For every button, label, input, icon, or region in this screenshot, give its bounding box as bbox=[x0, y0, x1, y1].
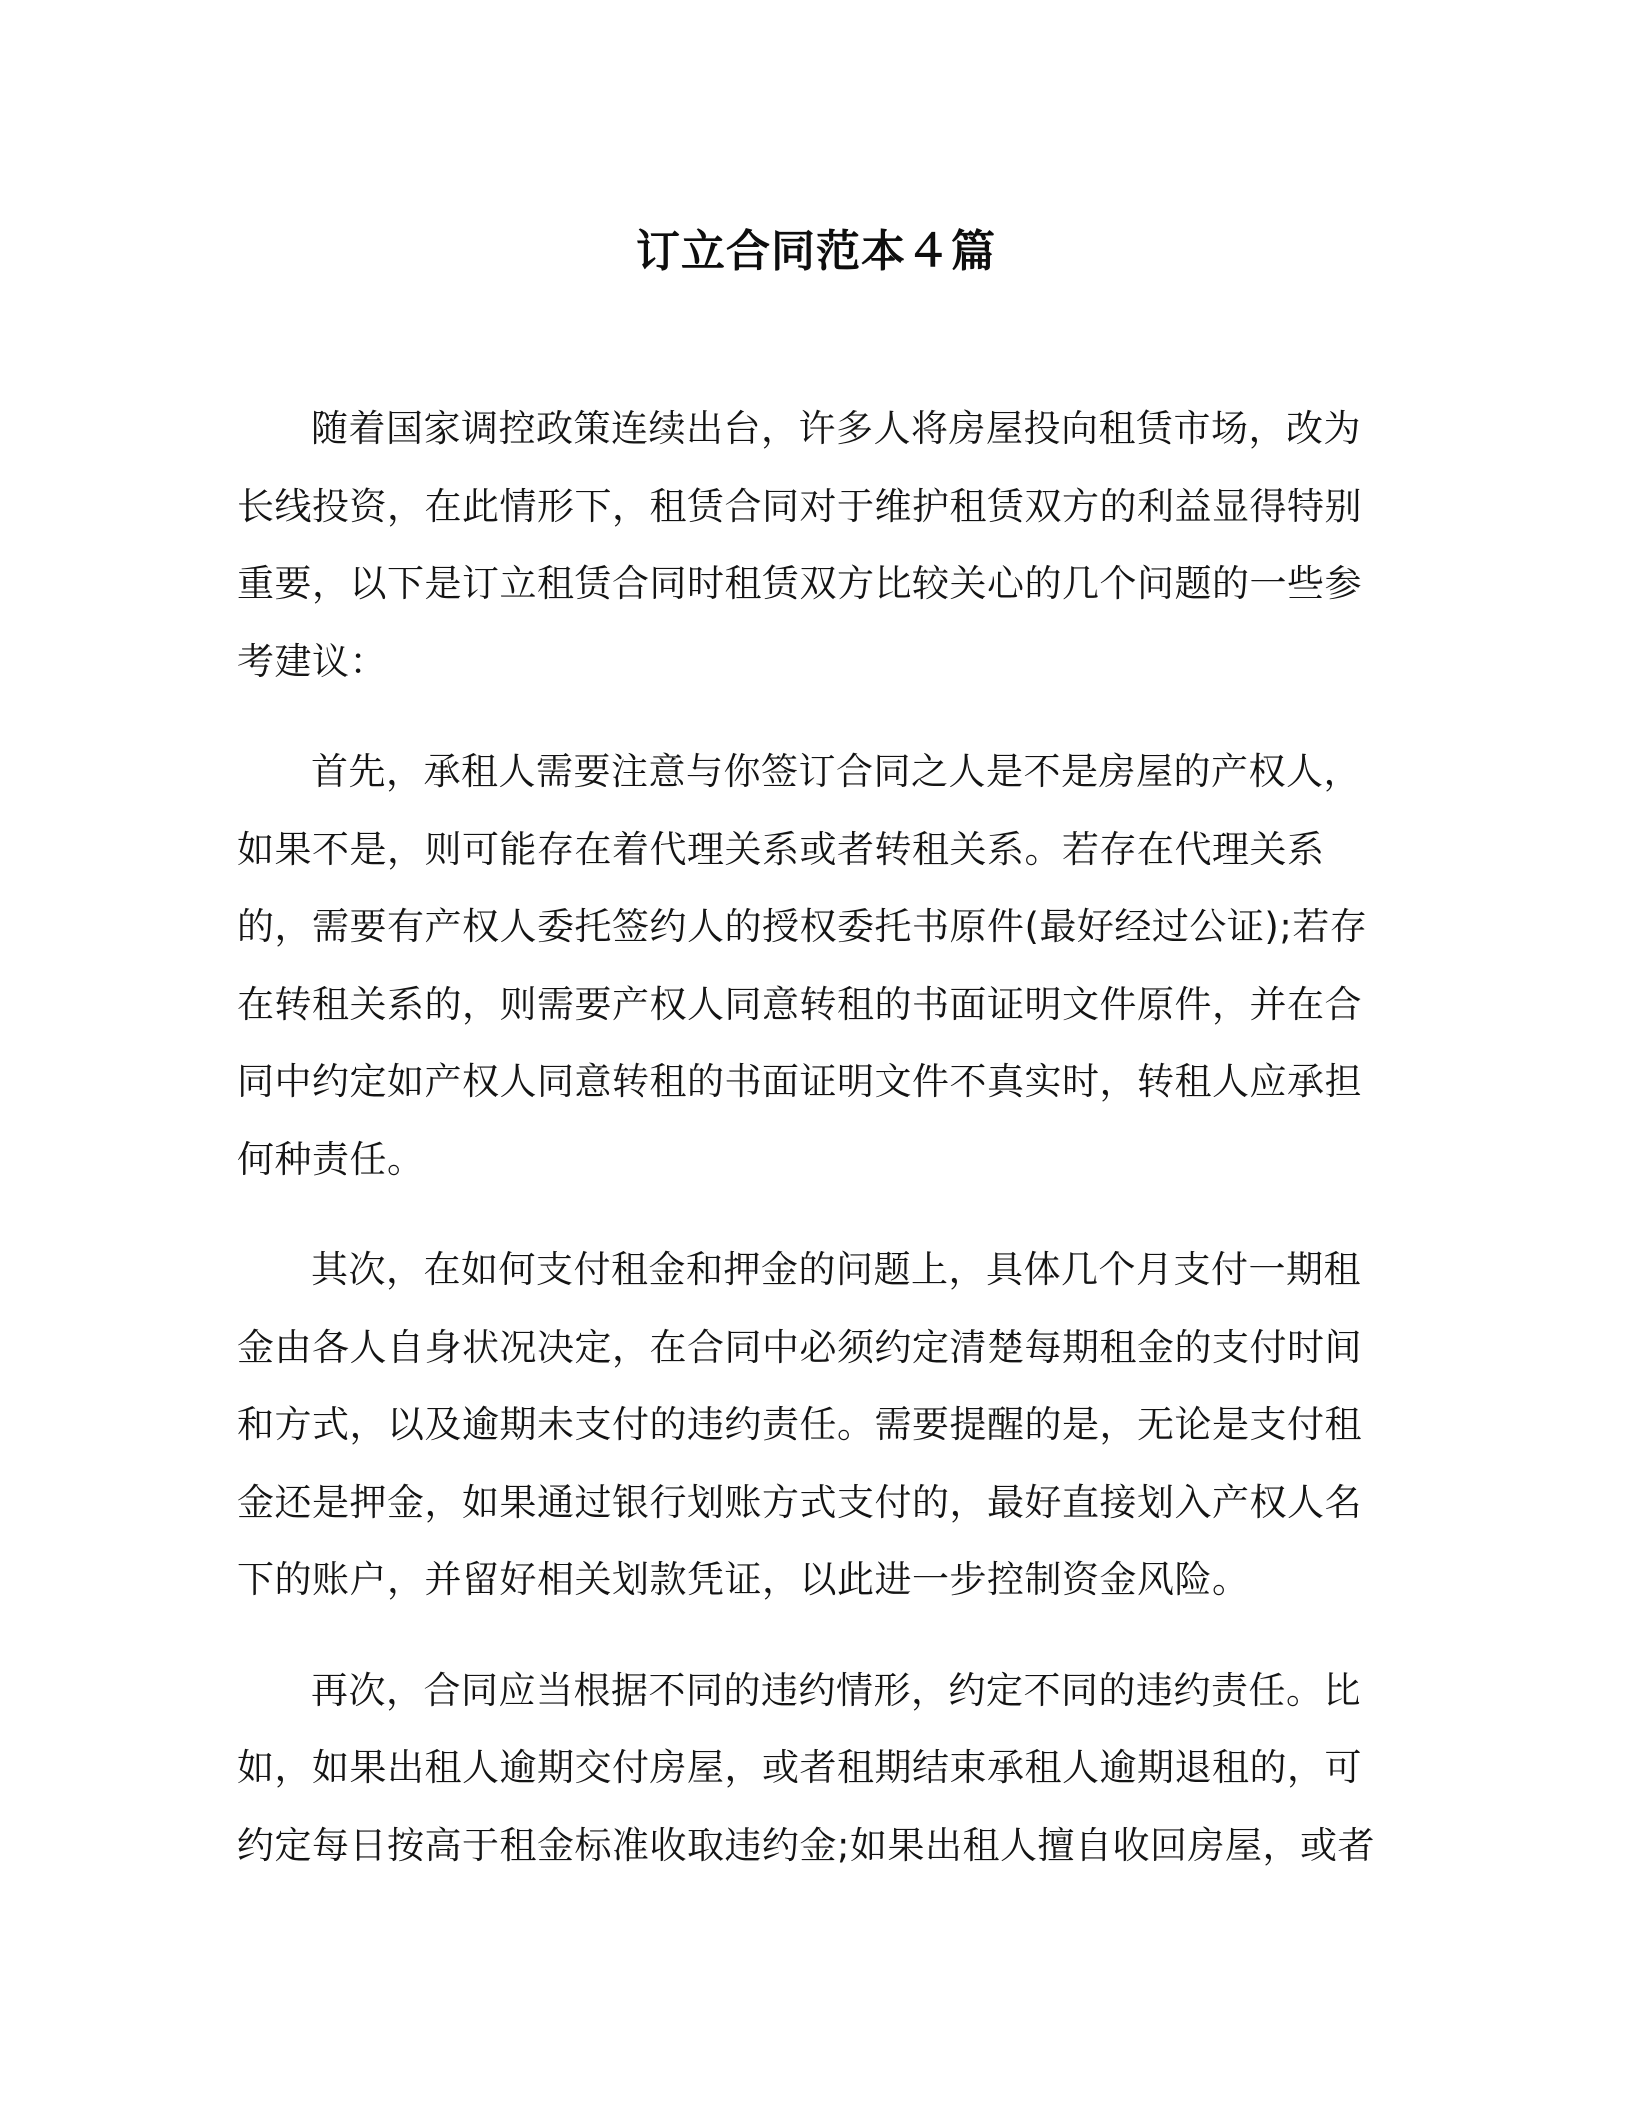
paragraph-second: 其次，在如何支付租金和押金的问题上，具体几个月支付一期租金由各人自身状况决定，在合同中必须约定清楚每期租金的支付时间和方式，以及逾期未支付的违约责任。需要提醒的是，无论是支付租金还是押金，如果通过银行划账方式支付的，最好直接划入产权人名下的账户，并留好相关划款凭证，以此进一步控制资金风险。 bbox=[237, 1248, 1362, 1601]
paragraph-third: 再次，合同应当根据不同的违约情形，约定不同的违约责任。比如，如果出租人逾期交付房屋，或者租期结束承租人逾期退租的，可约定每日按高于租金标准收取违约金;如果出租人擅自收回房屋，或者 bbox=[237, 1668, 1375, 1867]
paragraph-intro: 随着国家调控政策连续出台，许多人将房屋投向租赁市场，改为长线投资，在此情形下，租赁合同对于维护租赁双方的利益显得特别重要，以下是订立租赁合同时租赁双方比较关心的几个问题的一些参考建议： bbox=[237, 407, 1362, 683]
paragraph-first: 首先，承租人需要注意与你签订合同之人是不是房屋的产权人，如果不是，则可能存在着代理关系或者转租关系。若存在代理关系的，需要有产权人委托签约人的授权委托书原件(最好经过公证);若存在转租关系的，则需要产权人同意转租的书面证明文件原件，并在合同中约定如产权人同意转租的书面证明文件不真实时，转租人应承担何种责任。 bbox=[237, 750, 1368, 1181]
document-title: 订立合同范本４篇 bbox=[636, 226, 996, 277]
document-body bbox=[237, 390, 1391, 1917]
